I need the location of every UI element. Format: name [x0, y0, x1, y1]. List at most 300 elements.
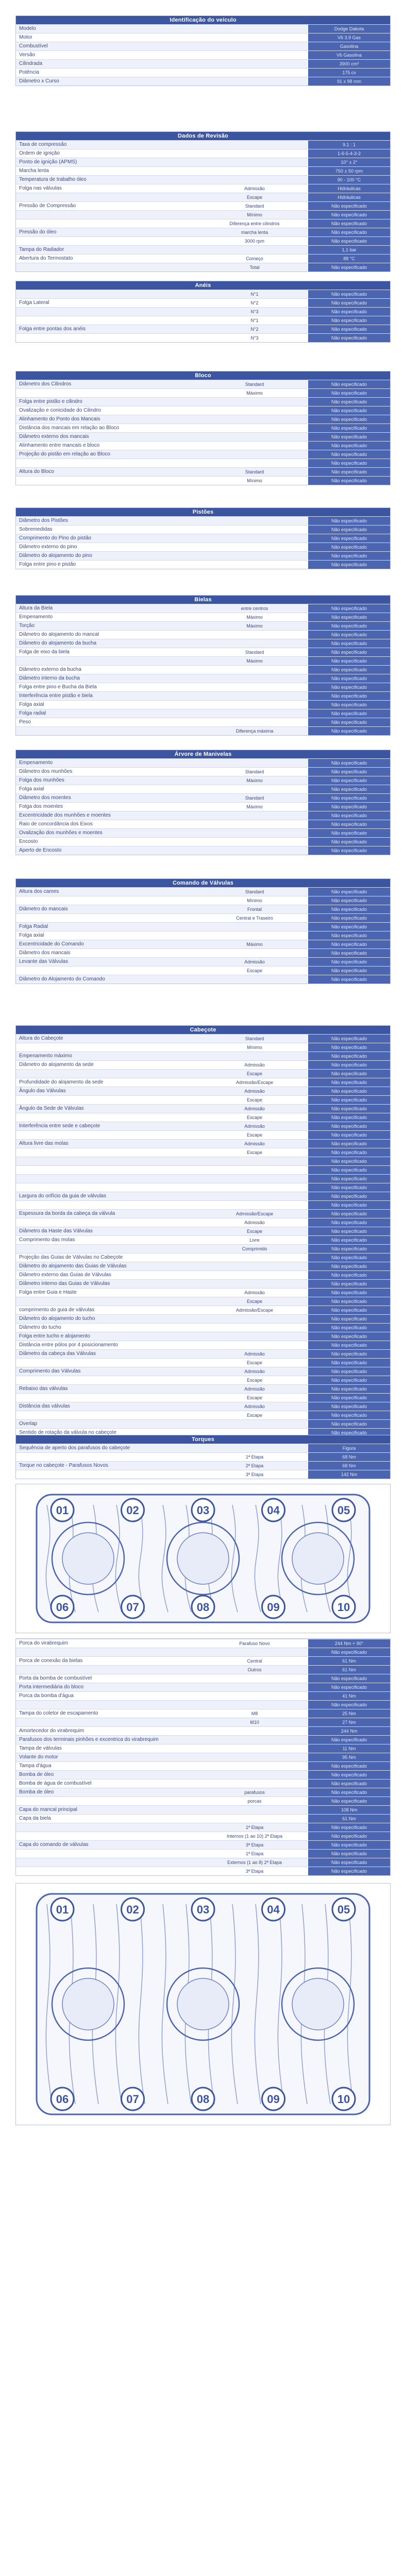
spec-label: Folga entre pistão e cilindro	[19, 399, 82, 404]
spec-label: Diâmetro do mancais	[19, 906, 68, 912]
spec-label: Empenamento	[19, 760, 53, 766]
spec-label: Diâmetro do alojamento da bucha	[19, 640, 97, 646]
spec-condition: Mínimo	[247, 1045, 262, 1050]
spec-row	[16, 50, 390, 59]
spec-row	[16, 621, 390, 630]
spec-value: Não especificado	[308, 759, 390, 767]
spec-row	[16, 1332, 390, 1341]
spec-value: 1,1 bar	[308, 246, 390, 254]
spec-condition: Internos (1 ao 10) 2ª Etapa	[227, 1834, 282, 1839]
spec-condition: Comprimido	[242, 1246, 267, 1251]
spec-row	[16, 1393, 390, 1402]
spec-label: Bomba de água de combustível	[19, 1781, 92, 1786]
spec-label	[16, 1648, 201, 1656]
spec-label: Folga axial	[19, 702, 44, 707]
spec-value: Não especificado	[308, 1324, 390, 1332]
spec-condition: Escape	[246, 1071, 263, 1076]
spec-label	[16, 1148, 201, 1157]
spec-value: 108 Nm	[308, 1806, 390, 1814]
spec-label	[16, 1718, 201, 1726]
spec-value: Não especificado	[308, 380, 390, 388]
spec-row	[16, 1297, 390, 1306]
spec-condition: Admissão/Escape	[235, 1080, 274, 1085]
spec-condition	[201, 1201, 308, 1209]
spec-condition: parafusos	[244, 1790, 265, 1795]
fig-cabecote-sequencia	[15, 1484, 391, 1633]
spec-value: Não especificado	[308, 468, 390, 476]
spec-row	[16, 691, 390, 700]
spec-condition: Admissão	[244, 1106, 265, 1111]
spec-condition	[201, 666, 308, 674]
spec-value: Não especificado	[308, 316, 390, 325]
spec-value: Não especificado	[308, 776, 390, 785]
spec-condition	[201, 1701, 308, 1709]
spec-row	[16, 1718, 390, 1726]
spec-row	[16, 1244, 390, 1253]
spec-label: Diâmetro dos moentes	[19, 795, 71, 801]
spec-row	[16, 1104, 390, 1113]
spec-label	[16, 459, 201, 467]
spec-label: Diâmetro do alojamento do mancal	[19, 632, 99, 637]
spec-row	[16, 219, 390, 228]
spec-condition: Externos (1 ao 8) 2ª Etapa	[227, 1860, 282, 1865]
spec-row	[16, 1735, 390, 1744]
spec-row	[16, 245, 390, 254]
spec-value: Não especificado	[308, 211, 390, 219]
spec-row	[16, 1034, 390, 1043]
spec-condition: Escape	[246, 1097, 263, 1103]
spec-row	[16, 1087, 390, 1095]
spec-value: Não especificado	[308, 1052, 390, 1060]
spec-row	[16, 1470, 390, 1479]
spec-condition	[201, 718, 308, 726]
spec-value: Não especificado	[308, 1762, 390, 1770]
spec-value: Não especificado	[308, 639, 390, 648]
bolt-number	[262, 2088, 285, 2110]
spec-condition: N°1	[250, 318, 259, 323]
spec-value: Não especificado	[308, 1043, 390, 1052]
spec-value: Não especificado	[308, 389, 390, 397]
spec-row	[16, 1078, 390, 1087]
spec-condition: Central	[247, 1658, 262, 1664]
spec-condition: Máximo	[246, 623, 263, 629]
section-title: Cabeçote	[16, 1026, 390, 1034]
spec-row	[16, 726, 390, 735]
spec-label	[16, 1867, 201, 1875]
bolt-number	[51, 2088, 74, 2110]
spec-condition	[201, 1753, 308, 1761]
svg-text:04: 04	[267, 1903, 280, 1916]
spec-value: Não especificado	[308, 940, 390, 948]
spec-label: Folga Lateral	[19, 300, 49, 306]
svg-text:04: 04	[267, 1504, 280, 1517]
svg-text:02: 02	[126, 1903, 139, 1916]
spec-label	[16, 1832, 201, 1840]
engine-drawing	[16, 1484, 390, 1633]
spec-value: Não especificado	[308, 1306, 390, 1314]
spec-value: Não especificado	[308, 1210, 390, 1218]
spec-row	[16, 1452, 390, 1461]
spec-value: 88 °C	[308, 255, 390, 263]
spec-label: Diâmetro do alojamento do tucho	[19, 1316, 95, 1321]
spec-label: Comprimento das molas	[19, 1237, 75, 1243]
spec-row	[16, 700, 390, 709]
svg-text:09: 09	[267, 2093, 280, 2106]
spec-condition: N°3	[250, 335, 259, 341]
spec-row	[16, 1113, 390, 1122]
spec-label	[16, 1470, 201, 1479]
spec-condition	[201, 1692, 308, 1700]
spec-value: Não especificado	[308, 1271, 390, 1279]
spec-condition	[201, 1183, 308, 1192]
spec-row	[16, 1840, 390, 1849]
spec-label: Distância entre pólos por 4 posicionamento	[19, 1342, 118, 1348]
spec-condition	[201, 1166, 308, 1174]
spec-row	[16, 1270, 390, 1279]
svg-text:08: 08	[196, 1601, 210, 1614]
spec-label: Profundidade do alojamento da sede	[19, 1079, 104, 1085]
spec-label: Porca da bomba d'água	[19, 1693, 74, 1699]
spec-value: Não especificado	[308, 1701, 390, 1709]
spec-label: Altura livre das molas	[19, 1141, 69, 1146]
spec-condition: Escape	[246, 1413, 263, 1418]
spec-row	[16, 1656, 390, 1665]
spec-value: Não especificado	[308, 424, 390, 432]
spec-label: Largura do orifício da guia de válvulas	[19, 1193, 106, 1199]
spec-row	[16, 1461, 390, 1470]
spec-value: Não especificado	[308, 829, 390, 837]
spec-label: Porca de conexão da bielas	[19, 1658, 83, 1664]
spec-value: Não especificado	[308, 674, 390, 683]
spec-value: Não especificado	[308, 1280, 390, 1288]
spec-condition: marcha lenta	[241, 230, 268, 235]
spec-condition	[201, 517, 308, 525]
spec-row	[16, 476, 390, 485]
spec-row	[16, 940, 390, 948]
valve-seat	[62, 1978, 114, 2030]
spec-label: Potência	[19, 70, 39, 75]
spec-value: Não especificado	[308, 1192, 390, 1200]
spec-row	[16, 254, 390, 263]
spec-row	[16, 140, 390, 149]
spec-label: Levante das Válvulas	[19, 959, 69, 964]
spec-row	[16, 966, 390, 975]
spec-row	[16, 1052, 390, 1060]
bolt-number	[332, 2088, 355, 2110]
spec-value: Não especificado	[308, 1140, 390, 1148]
spec-label	[16, 290, 201, 298]
spec-condition	[201, 1736, 308, 1744]
spec-row	[16, 776, 390, 785]
spec-label	[16, 211, 201, 219]
spec-value: Não especificado	[308, 949, 390, 957]
valve-seat	[292, 1978, 344, 2030]
spec-value: Não especificado	[308, 1070, 390, 1078]
spec-value: Não especificado	[308, 543, 390, 551]
spec-row	[16, 1770, 390, 1779]
spec-value: Não especificado	[308, 1376, 390, 1384]
spec-label: Altura do Bloco	[19, 469, 54, 474]
spec-row	[16, 837, 390, 846]
spec-row	[16, 656, 390, 665]
spec-condition	[201, 1271, 308, 1279]
spec-label: Projeção do pistão em relação ao Bloco	[19, 451, 110, 457]
spec-label: Comprimento das Válvulas	[19, 1368, 81, 1374]
spec-value: Não especificado	[308, 1394, 390, 1402]
spec-value: Não especificado	[308, 1061, 390, 1069]
spec-label: Torção	[19, 623, 35, 629]
spec-label: comprimento do guia de válvulas	[19, 1307, 95, 1313]
spec-row	[16, 1279, 390, 1288]
spec-row	[16, 683, 390, 691]
spec-condition: 3ª Etapa	[245, 1842, 264, 1848]
spec-label: Capa do comando de válvulas	[19, 1842, 89, 1848]
spec-label: Empenamento máximo	[19, 1053, 72, 1059]
spec-condition	[201, 931, 308, 940]
spec-label: Empenamento	[19, 614, 53, 620]
spec-label: Altura da Biela	[19, 605, 53, 611]
spec-condition: Começo	[246, 256, 263, 261]
spec-condition: 2ª Etapa	[245, 1463, 264, 1468]
bolt-number	[332, 1898, 355, 1921]
spec-condition: 3ª Etapa	[245, 1869, 264, 1874]
spec-condition	[201, 1280, 308, 1288]
spec-row	[16, 525, 390, 534]
spec-condition	[201, 561, 308, 569]
spec-value: Não especificado	[308, 718, 390, 726]
spec-row	[16, 1726, 390, 1735]
spec-label: Peso	[19, 719, 31, 725]
spec-label: Ovalização dos munhões e moentes	[19, 830, 103, 836]
spec-label: Parafusos dos terminais pinhões e excentrica do virabrequim	[19, 1737, 159, 1742]
section-anelis	[15, 281, 391, 343]
spec-row	[16, 175, 390, 184]
spec-row	[16, 68, 390, 77]
spec-row	[16, 1849, 390, 1858]
spec-value: Não especificado	[308, 561, 390, 569]
spec-value: Não especificado	[308, 613, 390, 621]
spec-label	[16, 1823, 201, 1832]
spec-label	[16, 237, 201, 245]
spec-label: Bomba de óleo	[19, 1772, 54, 1777]
svg-text:07: 07	[126, 1601, 139, 1614]
spec-row	[16, 957, 390, 966]
spec-label: Diâmetro x Curso	[19, 78, 59, 84]
spec-label: Excentricidade dos munhões e moentes	[19, 812, 111, 818]
section-dados-revisao	[15, 131, 391, 272]
spec-row	[16, 913, 390, 922]
spec-label	[16, 1701, 201, 1709]
spec-condition	[201, 1315, 308, 1323]
spec-condition	[201, 526, 308, 534]
spec-row	[16, 1060, 390, 1069]
spec-label: Folga axial	[19, 933, 44, 938]
spec-value: Não especificado	[308, 1823, 390, 1832]
spec-value: Não especificado	[308, 1683, 390, 1691]
spec-condition: Admissão	[244, 1386, 265, 1392]
spec-label: Diâmetro do alojamento da sede	[19, 1062, 94, 1067]
spec-label: Versão	[19, 52, 36, 58]
spec-label	[16, 1453, 201, 1461]
spec-row	[16, 674, 390, 683]
spec-row	[16, 516, 390, 525]
spec-condition: Standard	[245, 795, 264, 801]
valve-seat	[62, 1533, 114, 1584]
bolt-number	[192, 1898, 214, 1921]
spec-row	[16, 1384, 390, 1393]
spec-value: Não especificado	[308, 820, 390, 828]
spec-condition	[201, 534, 308, 543]
spec-row	[16, 77, 390, 86]
spec-value: Não especificado	[308, 1385, 390, 1393]
valve-seat	[292, 1533, 344, 1584]
spec-label: Diâmetro do alojamento do pino	[19, 553, 92, 558]
spec-row	[16, 1867, 390, 1875]
spec-value: Não especificado	[308, 1788, 390, 1797]
spec-condition: Máximo	[246, 658, 263, 664]
bolt-number	[122, 1596, 144, 1618]
spec-label	[16, 1666, 201, 1674]
spec-label	[16, 1797, 201, 1805]
spec-condition	[201, 923, 308, 931]
spec-value: Não especificado	[308, 1429, 390, 1437]
spec-condition: Standard	[245, 382, 264, 387]
spec-condition: Escape	[246, 968, 263, 973]
spec-value: Não especificado	[308, 1035, 390, 1043]
spec-condition	[201, 811, 308, 820]
spec-value: Não especificado	[308, 290, 390, 298]
spec-row	[16, 166, 390, 175]
spec-label	[16, 896, 201, 905]
spec-value: Não especificado	[308, 433, 390, 441]
bolt-number	[262, 1499, 285, 1521]
svg-text:05: 05	[337, 1504, 350, 1517]
spec-value: 3900 cm³	[308, 60, 390, 68]
spec-row	[16, 1367, 390, 1376]
spec-row	[16, 1218, 390, 1227]
spec-value: 10° ± 2°	[308, 158, 390, 166]
spec-condition: Máximo	[246, 615, 263, 620]
spec-value: Não especificado	[308, 1350, 390, 1358]
spec-label	[16, 1070, 201, 1078]
fig-comando-1	[15, 1883, 391, 2125]
spec-condition	[201, 459, 308, 467]
spec-condition	[201, 69, 308, 77]
spec-label: Diâmetro do alojamento das Guias de Válvulas	[19, 1263, 127, 1269]
spec-condition: N°3	[250, 309, 259, 314]
spec-condition: Escape	[246, 1115, 263, 1120]
spec-row	[16, 149, 390, 158]
spec-label: Folga nas válvulas	[19, 185, 62, 191]
spec-row	[16, 307, 390, 316]
spec-condition: 1ª Etapa	[245, 1454, 264, 1460]
spec-condition	[201, 631, 308, 639]
spec-label: Diâmetro dos Pistões	[19, 518, 69, 523]
bolt-number	[192, 2088, 214, 2110]
spec-label: Torque no cabeçote - Parafusos Novos	[19, 1463, 108, 1468]
spec-condition	[201, 406, 308, 415]
spec-row	[16, 1761, 390, 1770]
spec-label: Cilindrada	[19, 61, 43, 66]
spec-label: Diâmetro dos munhões	[19, 769, 73, 774]
spec-value: 61 Nm	[308, 1666, 390, 1674]
svg-text:01: 01	[56, 1903, 69, 1916]
spec-row	[16, 613, 390, 621]
spec-row	[16, 184, 390, 193]
spec-condition: Admissão	[244, 186, 265, 191]
spec-condition	[201, 1341, 308, 1349]
spec-condition	[201, 552, 308, 560]
spec-row	[16, 1253, 390, 1262]
spec-value: Não especificado	[308, 1183, 390, 1192]
spec-label: Sentido de rotação da válvula no cabeçote	[19, 1430, 117, 1435]
spec-row	[16, 459, 390, 467]
spec-condition	[201, 674, 308, 683]
spec-condition	[201, 158, 308, 166]
spec-condition	[201, 820, 308, 828]
spec-value: Não especificado	[308, 1674, 390, 1683]
spec-condition	[201, 701, 308, 709]
spec-value: Não especificado	[308, 905, 390, 913]
spec-label	[16, 1245, 201, 1253]
spec-row	[16, 1709, 390, 1718]
spec-condition: Livre	[249, 1238, 260, 1243]
spec-row	[16, 1200, 390, 1209]
spec-value: Não especificado	[308, 1078, 390, 1087]
spec-row	[16, 1358, 390, 1367]
spec-condition: Admissão	[244, 1062, 265, 1067]
spec-label: Capa do mancal principal	[19, 1807, 77, 1812]
spec-label	[16, 477, 201, 485]
spec-label: Aperto de Encosto	[19, 848, 62, 853]
spec-condition: N°2	[250, 327, 259, 332]
spec-label: Diâmetro externo do pino	[19, 544, 77, 550]
spec-label	[16, 1175, 201, 1183]
spec-row	[16, 210, 390, 219]
spec-condition: Admissão	[244, 959, 265, 964]
spec-condition	[201, 1324, 308, 1332]
spec-value: Não especificado	[308, 299, 390, 307]
bolt-number	[332, 1499, 355, 1521]
spec-row	[16, 1043, 390, 1052]
spec-value: Não especificado	[308, 923, 390, 931]
spec-value: Não especificado	[308, 975, 390, 984]
spec-condition: Standard	[245, 889, 264, 894]
spec-value: Não especificado	[308, 534, 390, 543]
spec-condition: Admissão/Escape	[235, 1308, 274, 1313]
spec-label: Volante do motor	[19, 1754, 58, 1760]
spec-row	[16, 24, 390, 33]
spec-value: Não especificado	[308, 1253, 390, 1262]
spec-label: Motor	[19, 35, 32, 40]
spec-label	[16, 316, 201, 325]
spec-label: Diâmetro do Alojamento do Comando	[19, 976, 105, 982]
spec-condition: Admissão	[244, 1351, 265, 1357]
spec-label: Encosto	[19, 839, 38, 844]
section-title: Identificação do veículo	[16, 16, 390, 24]
spec-value: Não especificado	[308, 552, 390, 560]
spec-condition: Escape	[246, 1360, 263, 1365]
spec-value: Não especificado	[308, 1175, 390, 1183]
spec-value: Não especificado	[308, 666, 390, 674]
spec-row	[16, 1157, 390, 1165]
spec-row	[16, 1183, 390, 1192]
spec-value: Não especificado	[308, 648, 390, 656]
spec-value: Não especificado	[308, 1131, 390, 1139]
spec-value: 11 Nm	[308, 1744, 390, 1753]
spec-condition	[201, 424, 308, 432]
spec-value: 91 x 98 mm	[308, 77, 390, 86]
